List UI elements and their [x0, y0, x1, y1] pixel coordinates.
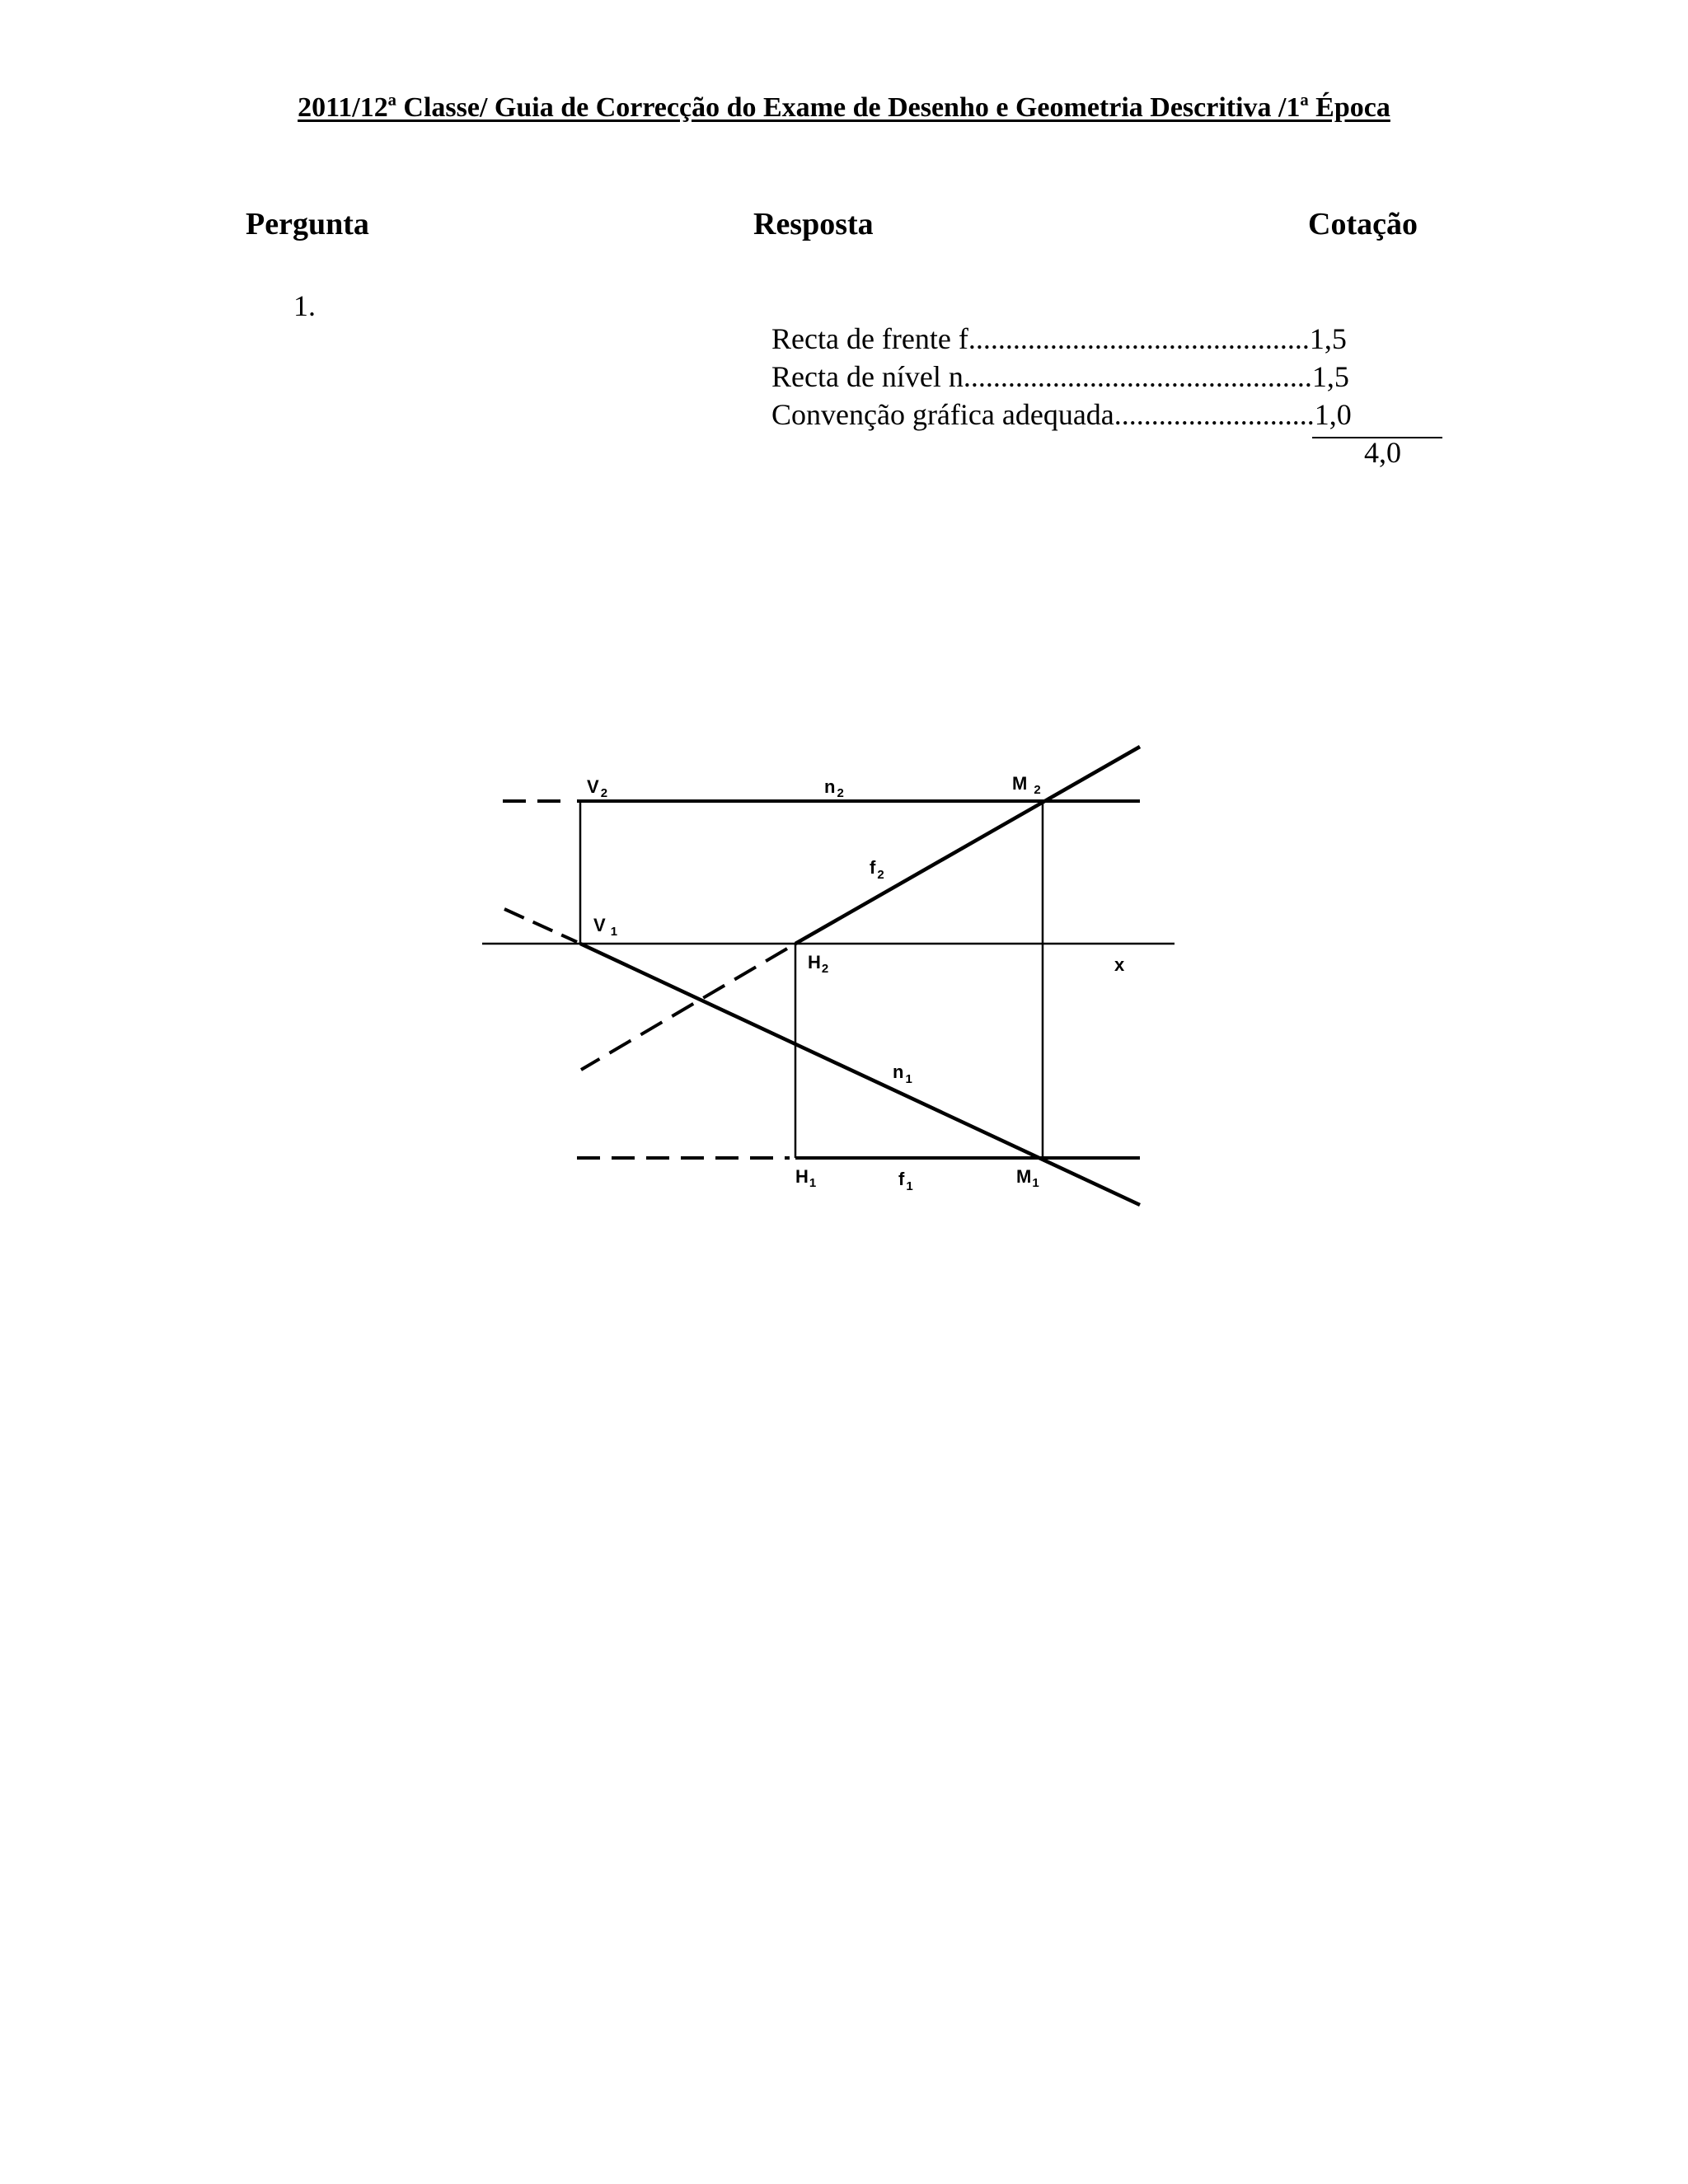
- label-n2: n $_2$: [824, 776, 844, 800]
- label-h2: $H_2$: [808, 952, 829, 976]
- label-v2: V $_2$: [587, 776, 608, 800]
- label-m1: $M_1$: [1016, 1166, 1039, 1190]
- question-number: 1.: [293, 289, 316, 322]
- label-v1: V $_1$: [593, 915, 618, 939]
- label-h1: $H_1$: [795, 1166, 817, 1190]
- line-n1: [580, 944, 1140, 1205]
- label-m2: M $_2$: [1012, 773, 1041, 797]
- document-title: 2011/12ª Classe/ Guia de Correcção do Exame de Desenho e Geometria Descritiva /1ª Época: [298, 92, 1390, 123]
- line-n1-dashed: [504, 909, 577, 942]
- answer-item-recta-nivel: Recta de nível n...............................................1,5: [771, 360, 1349, 393]
- answer-item-convencao: Convenção gráfica adequada...........................1,0: [771, 398, 1352, 431]
- label-f2: f $_2$: [870, 857, 884, 882]
- line-f2-dashed: [581, 949, 787, 1070]
- label-n1: n $_1$: [893, 1062, 912, 1086]
- answer-item-recta-frente: Recta de frente f..............................................1,5: [771, 322, 1347, 355]
- label-x: x: [1114, 954, 1125, 975]
- line-f2: [795, 747, 1140, 944]
- column-header-cotacao: Cotação: [1308, 207, 1418, 241]
- total-score: 4,0: [1364, 436, 1401, 469]
- column-header-resposta: Resposta: [753, 207, 874, 241]
- label-f1: f $_1$: [898, 1169, 913, 1193]
- column-header-pergunta: Pergunta: [246, 207, 369, 241]
